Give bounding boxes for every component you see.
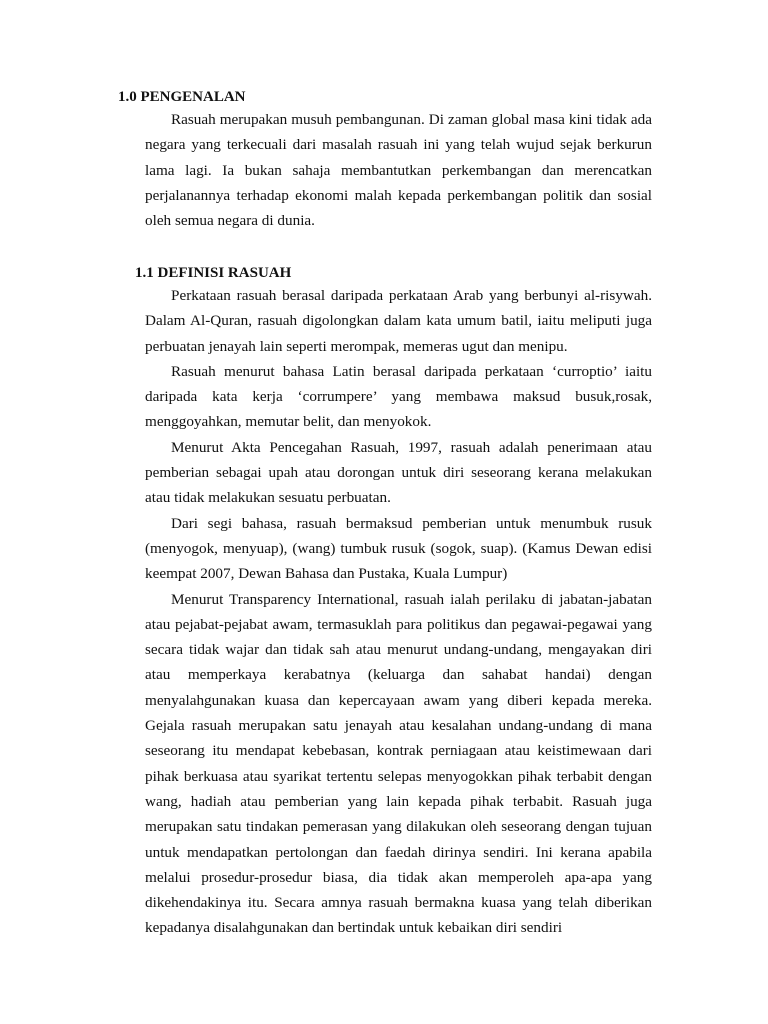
paragraph: Rasuah menurut bahasa Latin berasal daripada perkataan ‘curroptio’ iaitu daripada kata kerja ‘corrumpere’ yang membawa maksud busuk,rosak, menggoyahkan, memutar belit, dan menyokok. bbox=[145, 362, 652, 431]
paragraph: Perkataan rasuah berasal daripada perkataan Arab yang berbunyi al-risywah. Dalam Al-Quran, rasuah digolongkan dalam kata umum batil, iaitu meliputi juga perbuatan jenayah lain seperti merompak, memeras ugut dan menipu. bbox=[145, 287, 652, 355]
section-heading-definisi-rasuah: 1.1 DEFINISI RASUAH bbox=[135, 265, 292, 281]
paragraph: Menurut Transparency International, rasuah ialah perilaku di jabatan-jabatan atau pejabat-pejabat awam, termasuklah para politikus dan pegawai-pegawai yang secara tidak wajar dan tidak sah atau menurut undang-undang, mengayakan diri atau memperkaya kerabatnya (keluarga dan sahabat handai) dengan menyalahgunakan kuasa dan kepercayaan awam yang diberi kepada mereka. Gejala rasuah merupakan satu jenayah atau kesalahan undang-undang di mana seseorang itu mendapat kebebasan, kontrak perniagaan atau keistimewaan dari pihak berkuasa atau syarikat tertentu selepas menyogokkan pihak terbabit dengan wang, hadiah atau pemberian yang lain kepada pihak terbabit. Rasuah juga merupakan satu tindakan pemerasan yang dilakukan oleh seseorang dengan tujuan untuk mendapatkan pertolongan dan faedah dirinya sendiri. Ini kerana apabila melalui prosedur-prosedur biasa, dia tidak akan memperoleh apa-apa yang dikehendakinya itu. Secara amnya rasuah bermakna kuasa yang telah diberikan kepadanya disalahgunakan dan bertindak untuk kebaikan diri sendiri bbox=[145, 590, 652, 937]
section-body-definisi-rasuah bbox=[145, 283, 652, 941]
paragraph: Dari segi bahasa, rasuah bermaksud pemberian untuk menumbuk rusuk (menyogok, menyuap), (wang) tumbuk rusuk (sogok, suap). (Kamus Dewan edisi keempat 2007, Dewan Bahasa dan Pustaka, Kuala Lumpur) bbox=[145, 514, 652, 583]
section-heading-pengenalan: 1.0 PENGENALAN bbox=[118, 89, 246, 105]
paragraph: Rasuah merupakan musuh pembangunan. Di zaman global masa kini tidak ada negara yang terkecuali dari masalah rasuah ini yang telah wujud sejak berkurun lama lagi. Ia bukan sahaja membantutkan perkembangan dan merencatkan perjalanannya terhadap ekonomi malah kepada perkembangan politik dan sosial oleh semua negara di dunia. bbox=[145, 111, 652, 230]
paragraph: Menurut Akta Pencegahan Rasuah, 1997, rasuah adalah penerimaan atau pemberian sebagai upah atau dorongan untuk diri seseorang kerana melakukan atau tidak melakukan sesuatu perbuatan. bbox=[145, 438, 652, 507]
section-body-pengenalan bbox=[145, 107, 652, 233]
